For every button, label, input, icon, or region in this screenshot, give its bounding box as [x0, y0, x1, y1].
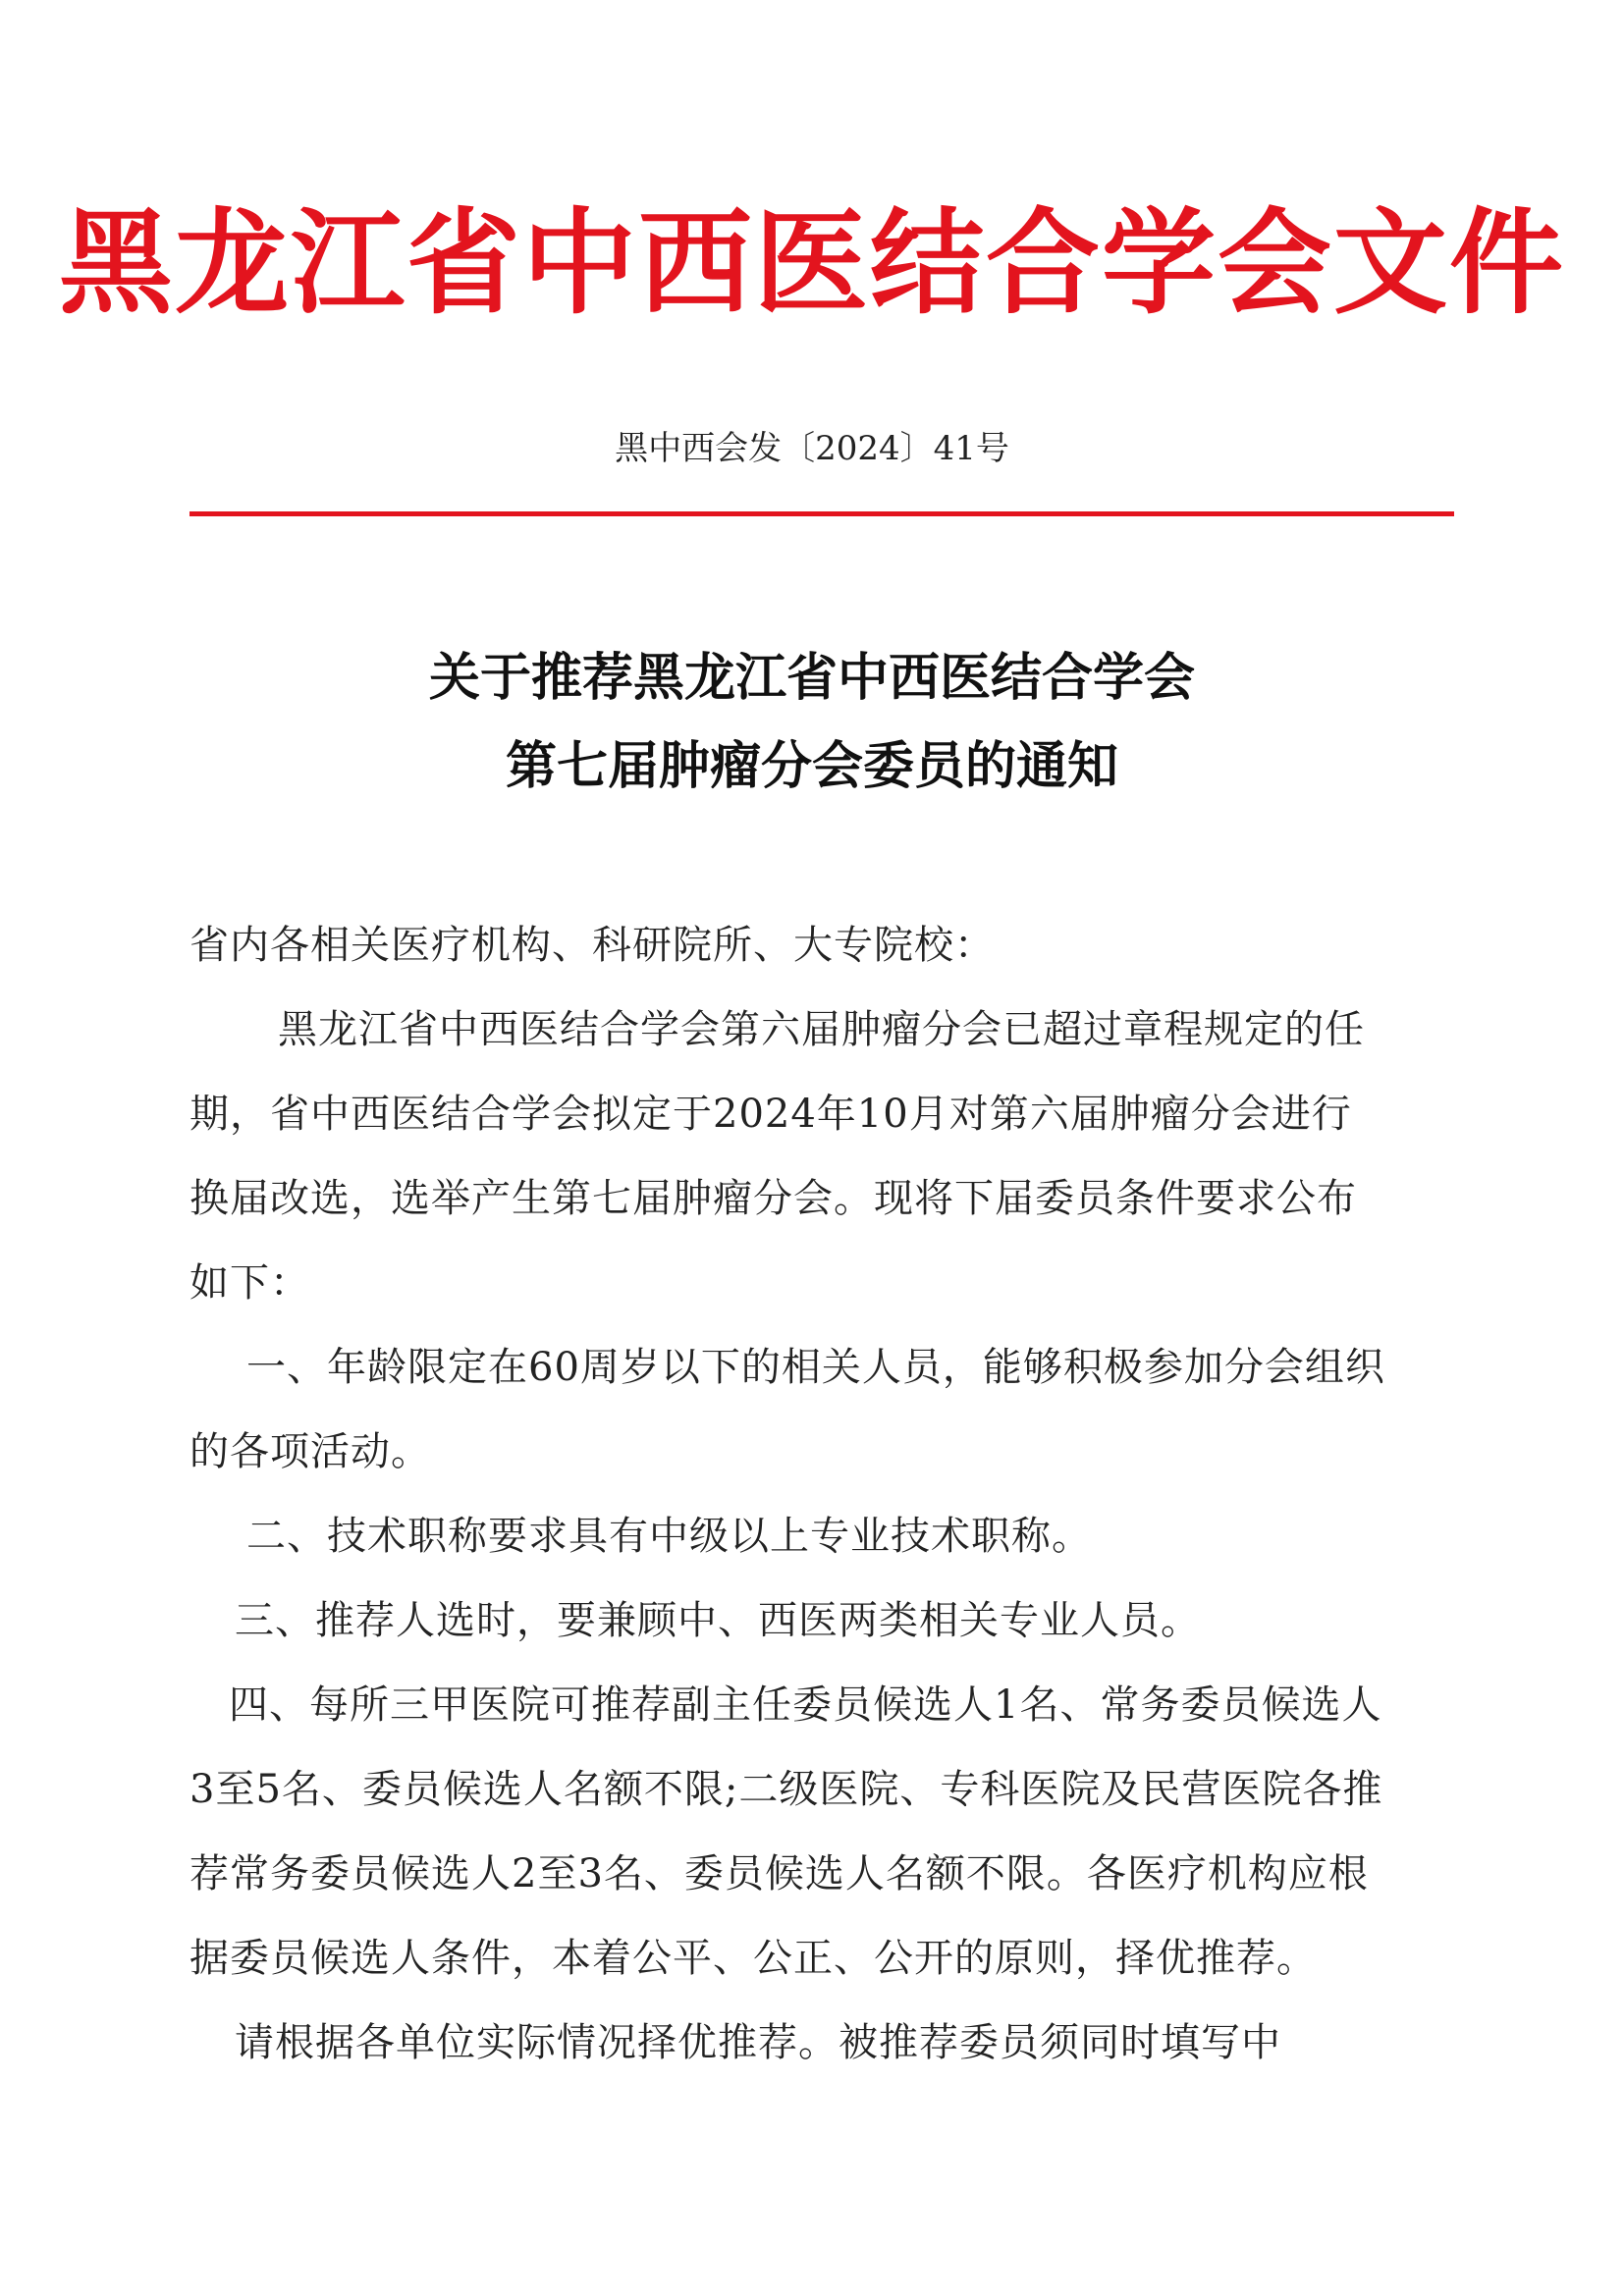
requirement-item-1: 一、年龄限定在60周岁以下的相关人员，能够积极参加分会组织的各项活动。 [189, 1345, 1385, 1474]
closing-paragraph: 请根据各单位实际情况择优推荐。被推荐委员须同时填写中 [235, 2020, 1281, 2065]
salutation: 省内各相关医疗机构、科研院所、大专院校： [189, 923, 995, 968]
requirement-item-4: 四、每所三甲医院可推荐副主任委员候选人1名、常务委员候选人3至5名、委员候选人名额不限;二级医院、专科医院及民营医院各推荐常务委员候选人2至3名、委员候选人名额不限。各医疗机构应根据委员候选人条件，本着公平、公正、公开的原则，择优推荐。 [189, 1682, 1383, 1981]
requirement-item-2: 二、技术职称要求具有中级以上专业技术职称。 [246, 1514, 1092, 1559]
document-body [189, 903, 1387, 2085]
notice-title-line-2: 第七届肿瘤分会委员的通知 [505, 737, 1118, 796]
requirement-item-3: 三、推荐人选时，要兼顾中、西医两类相关专业人员。 [235, 1598, 1201, 1643]
document-header-title: 黑龙江省中西医结合学会文件 [59, 196, 1565, 330]
document-number: 黑中西会发〔2024〕41号 [615, 429, 1009, 468]
notice-title-line-1: 关于推荐黑龙江省中西医结合学会 [428, 649, 1195, 708]
intro-paragraph: 黑龙江省中西医结合学会第六届肿瘤分会已超过章程规定的任期，省中西医结合学会拟定于2024年10月对第六届肿瘤分会进行换届改选，选举产生第七届肿瘤分会。现将下届委员条件要求公布如下： [189, 1007, 1365, 1306]
header-divider [189, 511, 1454, 516]
